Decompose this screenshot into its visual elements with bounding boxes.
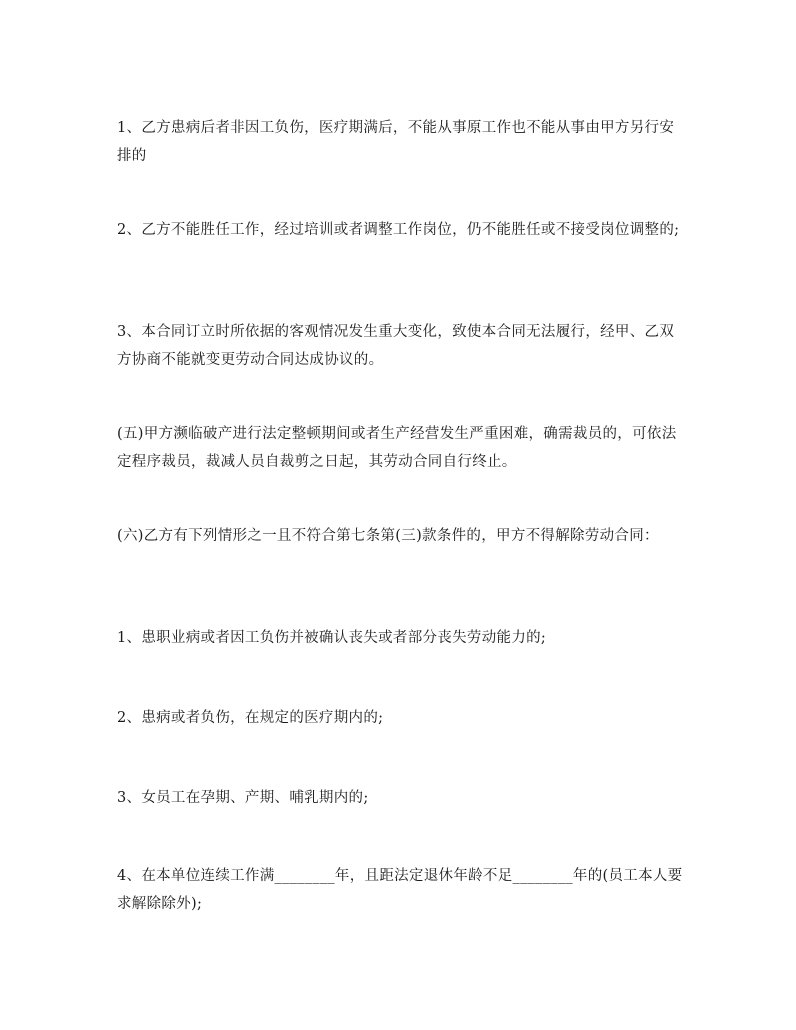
- paragraph-incompetence: 2、乙方不能胜任工作，经过培训或者调整工作岗位，仍不能胜任或不接受岗位调整的;: [117, 222, 680, 238]
- paragraph-circumstance-change: 3、本合同订立时所依据的客观情况发生重大变化，致使本合同无法履行，经甲、乙双方协商不能就变更劳动合同达成协议的。: [117, 324, 675, 368]
- paragraph-occupational-disease: 1、患职业病或者因工负伤并被确认丧失或者部分丧失劳动能力的;: [117, 630, 547, 646]
- paragraph-continuous-service: 4、在本单位连续工作满________年，且距法定退休年龄不足________年的(员工本人要求解除除外);: [117, 868, 683, 912]
- paragraph-no-termination-conditions: (六)乙方有下列情形之一且不符合第七条第(三)款条件的，甲方不得解除劳动合同：: [117, 528, 659, 544]
- paragraph-pregnancy: 3、女员工在孕期、产期、哺乳期内的;: [117, 790, 369, 806]
- paragraph-illness-injury: 1、乙方患病后者非因工负伤，医疗期满后，不能从事原工作也不能从事由甲方另行安排的: [117, 120, 675, 164]
- paragraph-layoff: (五)甲方濒临破产进行法定整顿期间或者生产经营发生严重困难，确需裁员的，可依法定程序裁员，裁减人员自裁剪之日起，其劳动合同自行终止。: [117, 426, 677, 470]
- paragraph-medical-period: 2、患病或者负伤，在规定的医疗期内的;: [117, 710, 384, 726]
